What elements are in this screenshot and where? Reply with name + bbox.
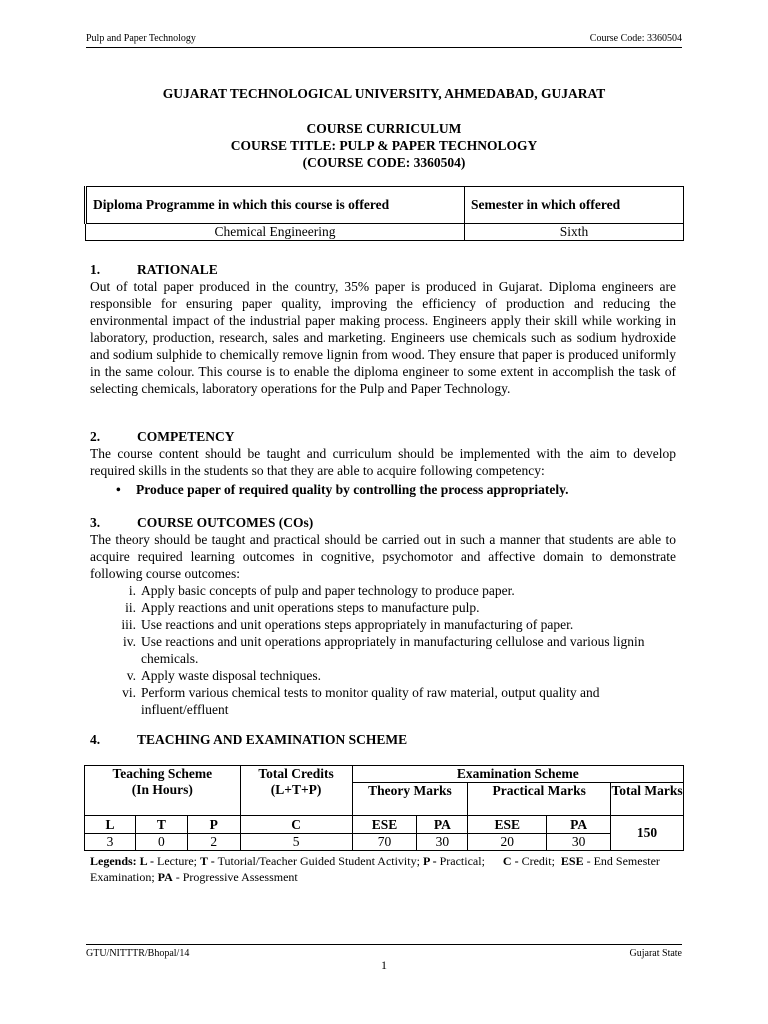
list-item: i. Apply basic concepts of pulp and paper technology to produce paper. (128, 583, 515, 598)
section-heading: 3. COURSE OUTCOMES (COs) (90, 515, 314, 530)
value-theory-pa: 30 (417, 834, 468, 851)
examination-scheme-header: Examination Scheme (352, 766, 683, 783)
page-number: 1 (381, 958, 387, 972)
programme-table (84, 186, 684, 241)
university-title: GUJARAT TECHNOLOGICAL UNIVERSITY, AHMEDABAD, GUJARAT (162, 86, 606, 101)
semester-value: Sixth (465, 224, 684, 241)
sub-header-p: P (187, 816, 240, 834)
competency-list (90, 481, 676, 498)
course-code-line: (COURSE CODE: 3360504) (302, 155, 466, 170)
list-item: v. Apply waste disposal techniques. (126, 668, 321, 683)
section-heading: 2. COMPETENCY (90, 429, 235, 444)
practical-marks-header: Practical Marks (468, 783, 611, 816)
page-header (86, 33, 682, 48)
programme-value: Chemical Engineering (86, 224, 465, 241)
rationale-section (90, 261, 676, 397)
header-course-name: Pulp and Paper Technology (86, 33, 196, 44)
semester-header: Semester in which offered (465, 187, 684, 224)
list-item: ii. Apply reactions and unit operations steps to manufacture pulp. (125, 600, 480, 615)
value-t: 0 (135, 834, 187, 851)
curriculum-line: COURSE CURRICULUM (306, 121, 462, 136)
page-footer (86, 944, 682, 959)
value-theory-ese: 70 (352, 834, 417, 851)
course-title-line: COURSE TITLE: PULP & PAPER TECHNOLOGY (230, 138, 538, 153)
list-item: iv. Use reactions and unit operations appropriately in manufacturing cellulose and various lignin chemicals. (123, 634, 645, 666)
sub-header-c: C (240, 816, 352, 834)
theory-marks-header: Theory Marks (352, 783, 468, 816)
teaching-scheme-header: Teaching Scheme (In Hours) (85, 766, 241, 816)
total-credits-header: Total Credits (L+T+P) (240, 766, 352, 816)
competency-item: • Produce paper of required quality by controlling the process appropriately. (138, 481, 676, 498)
header-course-code: Course Code: 3360504 (589, 33, 682, 44)
sub-header-theory-pa: PA (417, 816, 468, 834)
total-marks-value: 150 (611, 816, 684, 851)
legend: Legends: L - Lecture; T - Tutorial/Teacher Guided Student Activity; P - Practical; C - Credit; ESE - End Semester Examination; PA - Progressive Assessment (90, 854, 660, 884)
outcomes-section (90, 514, 676, 718)
scheme-table (84, 765, 684, 851)
value-p: 2 (187, 834, 240, 851)
outcomes-list (90, 582, 676, 718)
curriculum-heading (0, 120, 768, 171)
value-l: 3 (85, 834, 136, 851)
competency-text: The course content should be taught and curriculum should be implemented with the aim to develop required skills in the students so that they are able to acquire following competency: (90, 446, 676, 478)
sub-header-practical-pa: PA (547, 816, 611, 834)
sub-header-theory-ese: ESE (352, 816, 417, 834)
programme-header: Diploma Programme in which this course is offered (86, 187, 465, 224)
total-marks-header: Total Marks (611, 783, 684, 816)
sub-header-practical-ese: ESE (468, 816, 547, 834)
list-item: iii. Use reactions and unit operations steps appropriately in manufacturing of paper. (121, 617, 574, 632)
rationale-text: Out of total paper produced in the country, 35% paper is produced in Gujarat. Diploma engineers are responsible for ensuring paper quality, improving the efficiency of production and reducing the environmental impact of the industrial paper making process. Engineers apply their skill while working in laboratory, production, research, sales and marketing. Engineers use chemicals such as sodium hydroxide and sodium sulphide to chemically remove lignin from wood. They ensure that paper is produced uniformly in the same colour. This course is to enable the diploma engineer to some extent in accomplish the task of selecting chemicals, laboratory operations for the Pulp and Paper Technology. (90, 279, 676, 396)
scheme-section (90, 731, 676, 748)
section-heading: 1. RATIONALE (90, 262, 218, 277)
outcomes-text: The theory should be taught and practical should be carried out in such a manner that students are able to acquire required learning outcomes in cognitive, psychomotor and affective domain to demonstrate following course outcomes: (90, 532, 676, 581)
footer-right: Gujarat State (629, 948, 682, 959)
section-heading: 4. TEACHING AND EXAMINATION SCHEME (90, 732, 408, 747)
footer-left: GTU/NITTTR/Bhopal/14 (86, 948, 190, 959)
value-practical-pa: 30 (547, 834, 611, 851)
value-c: 5 (240, 834, 352, 851)
list-item: vi. Perform various chemical tests to monitor quality of raw material, output quality and influent/effluent (122, 685, 600, 717)
competency-section (90, 428, 676, 498)
sub-header-l: L (85, 816, 136, 834)
value-practical-ese: 20 (468, 834, 547, 851)
sub-header-t: T (135, 816, 187, 834)
